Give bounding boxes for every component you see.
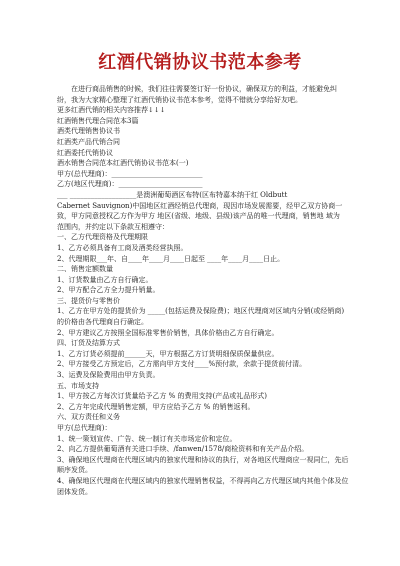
section-heading: 四、订货及结算方式 <box>57 339 120 348</box>
document-body <box>57 84 349 497</box>
clause: 4、确保地区代理商在代理区域内的独家代理销售权益，不得再向乙方代理区域内其他个体及位团体发货。 <box>57 476 349 496</box>
clause: 2、向乙方提供葡萄酒有关进口手续、/fanwen/1578/商检资料和有关产品介绍。 <box>57 445 309 454</box>
clause: 1、订货数量由乙方自行确定。 <box>57 275 153 284</box>
clause: 1、统一策划宣传、广告、统一制订有关市场定价和定位。 <box>57 434 237 443</box>
party-a-line: 甲方(总代理商)：__________________________ <box>57 169 203 178</box>
clause: 2、乙方年完成代理销售定额，甲方应给予乙方 % 的销售返利。 <box>57 402 255 411</box>
intro-paragraph: 在进行商品销售的时候，我们往往需要签订好一份协议，确保双方的利益，才能避免纠纷，我为大家精心整理了红酒代销协议书范本参考，觉得不错就分享给好友吧。 <box>57 85 337 104</box>
party-label: 甲方(总代理商)： <box>57 424 112 432</box>
section-heading: 六、双方责任和义务 <box>57 413 120 422</box>
clause: 2、甲方配合乙方全力提升销量。 <box>57 286 160 295</box>
clause: 1、乙方必须具备有工商及酒类经营执照。 <box>57 243 188 252</box>
related-link[interactable]: 红酒委托代销协议 <box>57 148 113 157</box>
related-link[interactable]: 红酒类产品代销合同 <box>57 137 120 146</box>
clause: 3、确保地区代理商在代理区域内的独家代理和协议的执行，对各地区代理商应一视同仁，先后顺序发货。 <box>57 455 349 475</box>
related-link[interactable]: 酒类代理销售协议书 <box>57 127 120 136</box>
preamble-line: ___ ___________________是澳洲葡萄酒区布特(区布特嘉本纳干红 Oldbutt <box>57 190 288 199</box>
clause: 1、甲方按乙方每次订货量给予乙方 % 的费用支持(产品或礼品形式) <box>57 392 268 401</box>
clause: 3、运费及保险费用由甲方负责。 <box>57 371 160 380</box>
section-heading: 一、乙方代理资格及代理期限 <box>57 233 148 242</box>
section-heading: 三、提货价与零售价 <box>57 296 120 305</box>
section-heading: 二、销售定额数量 <box>57 265 113 274</box>
clause: 2、甲方建议乙方按照全国标准零售价销售，具体价格由乙方自行确定。 <box>57 328 279 337</box>
related-link[interactable]: 红酒销售代理合同范本3篇 <box>57 116 139 125</box>
related-link[interactable]: 酒水销售合同范本红酒代销协议书范本(一) <box>57 159 189 168</box>
document-title: 红酒代销协议书范本参考 <box>98 52 302 73</box>
clause: 2、代理期限___年、自____年____月____日起至 ____年____月____日止。 <box>57 254 285 263</box>
party-b-line: 乙方(地区代理商)：________________________ <box>57 180 203 189</box>
clause: 1、乙方订货必须提前______天，甲方根据乙方订货明细保质保量供应。 <box>57 349 279 358</box>
section-heading: 五、市场支持 <box>57 381 99 390</box>
preamble-paragraph: Cabernet Sauvignon)中国地区红酒经销总代理商，现因市场发展需要，经甲乙双方协商一致，甲方同意授权乙方作为甲方 地区(省级、地级、县级)该产品的唯一代理商，销售地 域为 范围内，并约定以下条款互相遵守： <box>57 201 343 231</box>
clause: 2、甲方接受乙方预定后，乙方需向甲方支付____%预付款，余款于提货前付清。 <box>57 360 307 369</box>
related-header: 更多红酒代销的相关内容推荐↓↓↓ <box>57 106 166 115</box>
clause: 1、乙方在甲方处的提货价为 _____(包括运费及保险费)；地区代理商对区域内分销(或经销商)的价格由各代理商自行确定。 <box>57 307 345 327</box>
